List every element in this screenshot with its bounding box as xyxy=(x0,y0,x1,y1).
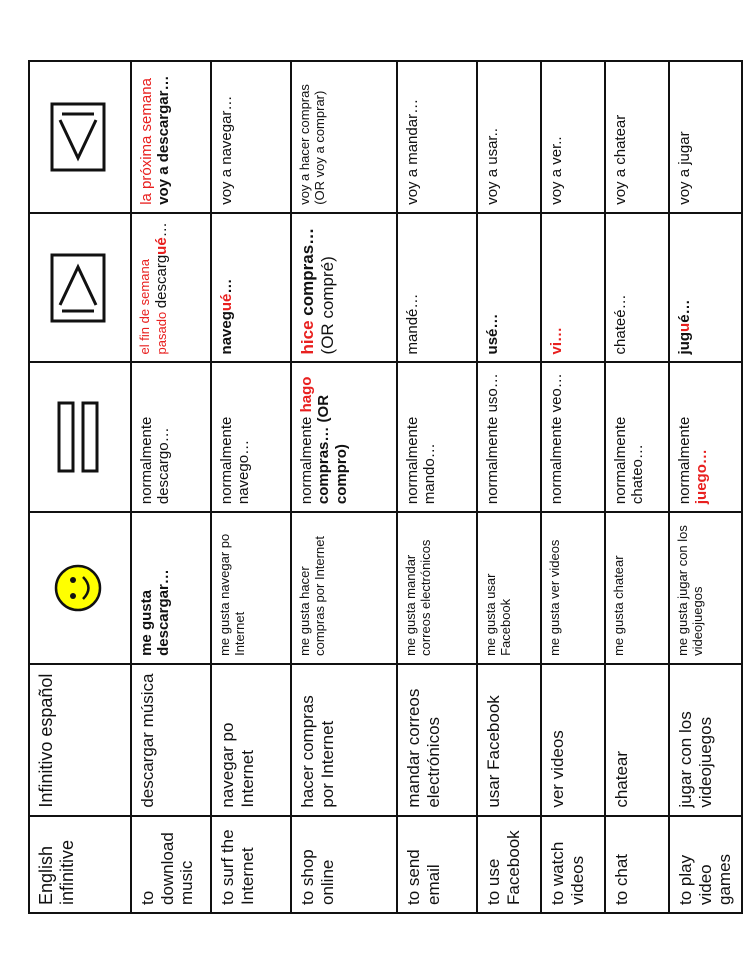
english-cell: to use Facebook xyxy=(477,816,541,913)
gusta-cell: me gusta chatear xyxy=(605,512,669,664)
table-row xyxy=(131,61,211,913)
past-arrow-icon xyxy=(48,251,108,325)
past-cell: el fin de semana pasado descargué… xyxy=(131,213,211,363)
past-cell: vi… xyxy=(541,213,605,363)
table-row xyxy=(211,61,291,913)
gusta-cell: me gusta jugar con los videojuegos xyxy=(669,512,742,664)
present-cell: normalmente juego… xyxy=(669,362,742,512)
english-cell: to surf the Internet xyxy=(211,816,291,913)
present-cell: normalmente uso… xyxy=(477,362,541,512)
present-cell: normalmente veo… xyxy=(541,362,605,512)
equals-icon xyxy=(53,397,103,477)
present-cell: normalmente navego… xyxy=(211,362,291,512)
gusta-cell: me gusta mandar correos electrónicos xyxy=(397,512,477,664)
present-cell: normalmente chateo… xyxy=(605,362,669,512)
past-cell: jugué… xyxy=(669,213,742,363)
english-cell: to send email xyxy=(397,816,477,913)
gusta-cell: me gusta descargar… xyxy=(131,512,211,664)
past-cell: hice compras… (OR compré) xyxy=(291,213,397,363)
future-arrow-icon xyxy=(48,100,108,174)
table-row xyxy=(397,61,477,913)
present-cell: normalmente hago compras… (OR compro) xyxy=(291,362,397,512)
gusta-cell: me gusta usar Facebook xyxy=(477,512,541,664)
future-cell: voy a jugar xyxy=(669,61,742,213)
present-cell: normalmente descargo… xyxy=(131,362,211,512)
english-cell: to play video games xyxy=(669,816,742,913)
gusta-cell: me gusta ver videos xyxy=(541,512,605,664)
future-cell: voy a navegar… xyxy=(211,61,291,213)
spanish-cell: chatear xyxy=(605,664,669,816)
spanish-cell: usar Facebook xyxy=(477,664,541,816)
future-cell: la próxima semana voy a descargar… xyxy=(131,61,211,213)
future-cell: voy a hacer compras (OR voy a comprar) xyxy=(291,61,397,213)
future-cell: voy a usar.. xyxy=(477,61,541,213)
spanish-cell: jugar con los videojuegos xyxy=(669,664,742,816)
header-past xyxy=(29,213,131,363)
smiley-icon xyxy=(53,563,103,613)
present-cell: normalmente mando… xyxy=(397,362,477,512)
spanish-cell: navegar po Internet xyxy=(211,664,291,816)
past-cell: navegué… xyxy=(211,213,291,363)
header-equals xyxy=(29,362,131,512)
table-row xyxy=(541,61,605,913)
table-row xyxy=(669,61,742,913)
past-cell: usé… xyxy=(477,213,541,363)
table-row xyxy=(605,61,669,913)
gusta-cell: me gusta navegar po Internet xyxy=(211,512,291,664)
english-cell: to watch videos xyxy=(541,816,605,913)
header-english: English infinitive xyxy=(29,816,131,913)
spanish-cell: hacer compras por Internet xyxy=(291,664,397,816)
spanish-cell: descargar música xyxy=(131,664,211,816)
future-cell: voy a ver.. xyxy=(541,61,605,213)
future-cell: voy a chatear xyxy=(605,61,669,213)
header-row xyxy=(29,61,131,913)
spanish-cell: ver videos xyxy=(541,664,605,816)
gusta-cell: me gusta hacer compras por Internet xyxy=(291,512,397,664)
verb-table-rotated xyxy=(28,60,735,914)
rotated-page xyxy=(28,60,735,914)
table-row xyxy=(291,61,397,913)
table-row xyxy=(477,61,541,913)
past-cell: mandé… xyxy=(397,213,477,363)
english-cell: to shop online xyxy=(291,816,397,913)
english-cell: to chat xyxy=(605,816,669,913)
spanish-cell: mandar correos electrónicos xyxy=(397,664,477,816)
verb-table xyxy=(28,60,743,914)
english-cell: to download music xyxy=(131,816,211,913)
future-cell: voy a mandar… xyxy=(397,61,477,213)
header-smiley xyxy=(29,512,131,664)
header-spanish: Infinitivo español xyxy=(29,664,131,816)
header-future xyxy=(29,61,131,213)
past-cell: chateé… xyxy=(605,213,669,363)
